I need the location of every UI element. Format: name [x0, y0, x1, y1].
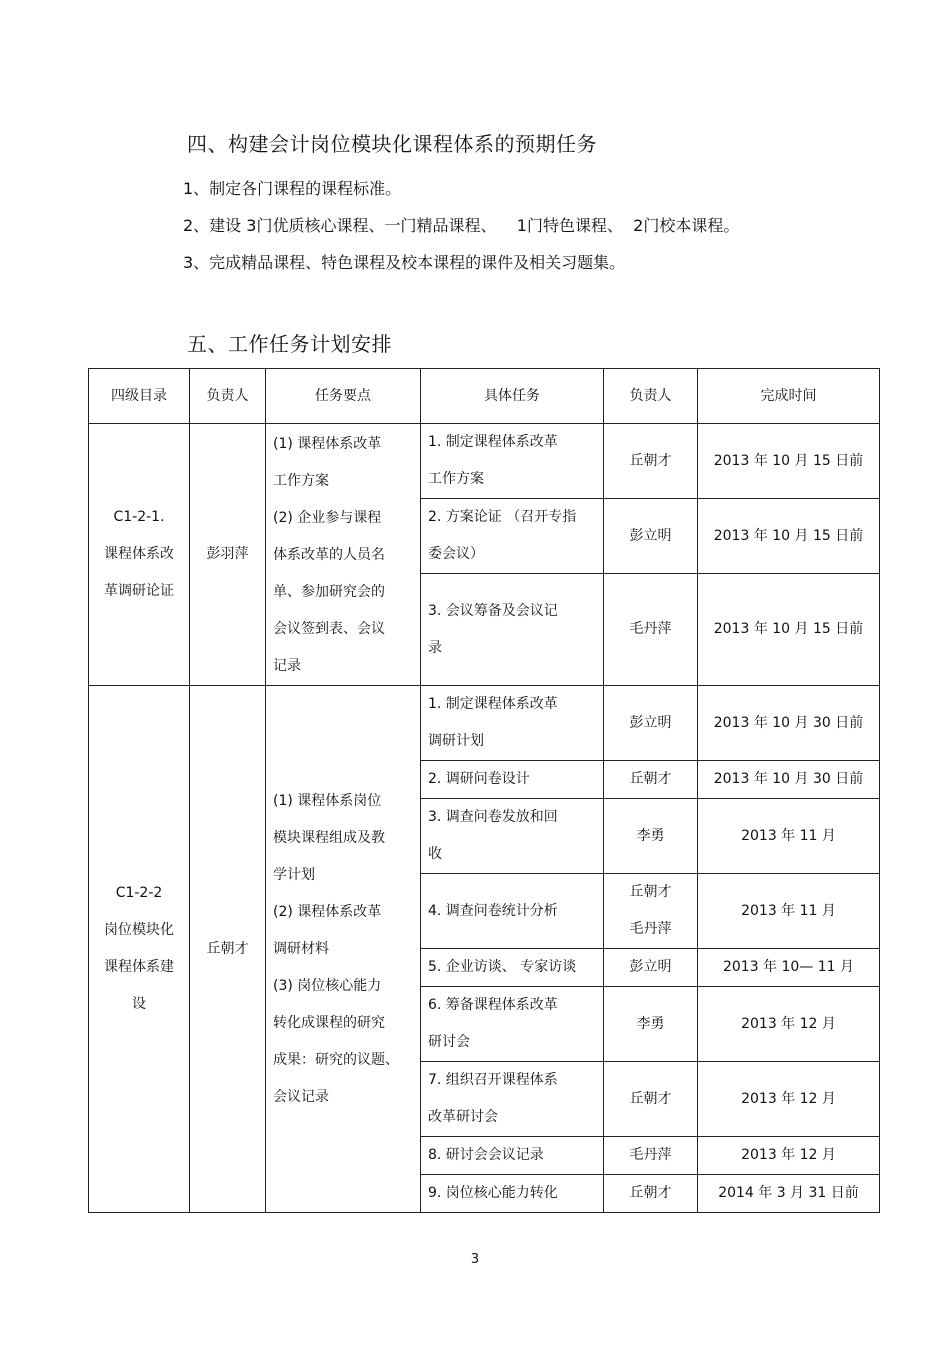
section4-title: 四、构建会计岗位模块化课程体系的预期任务 [187, 132, 597, 156]
task-owner-cell: 丘朝才 毛丹萍 [604, 874, 698, 949]
deadline-cell: 2013 年 10 月 30 日前 [698, 761, 880, 799]
header-deadline: 完成时间 [698, 369, 880, 424]
table-body [89, 424, 880, 1213]
section4-item-3: 3、完成精品课程、特色课程及校本课程的课件及相关习题集。 [183, 253, 626, 272]
header-task-owner: 负责人 [604, 369, 698, 424]
header-specific-task: 具体任务 [421, 369, 604, 424]
task-owner-cell: 丘朝才 [604, 424, 698, 499]
deadline-cell: 2013 年 12 月 [698, 1137, 880, 1175]
task-plan-table [88, 368, 880, 1213]
table-header-row [89, 369, 880, 424]
deadline-cell: 2013 年 10 月 15 日前 [698, 424, 880, 499]
deadline-cell: 2013 年 10 月 15 日前 [698, 574, 880, 686]
task-owner-cell: 李勇 [604, 799, 698, 874]
section5-title: 五、工作任务计划安排 [187, 332, 392, 356]
task-owner-cell: 彭立明 [604, 949, 698, 987]
section4-item-2: 2、建设 3门优质核心课程、一门精品课程、 1门特色课程、 2门校本课程。 [183, 216, 740, 235]
task-cell: 7. 组织召开课程体系 改革研讨会 [421, 1062, 604, 1137]
deadline-cell: 2013 年 10— 11 月 [698, 949, 880, 987]
header-key-points: 任务要点 [266, 369, 421, 424]
deadline-cell: 2013 年 10 月 15 日前 [698, 499, 880, 574]
key-points-cell: (1) 课程体系岗位 模块课程组成及教 学计划 (2) 课程体系改革 调研材料 (3) 岗位核心能力 转化成课程的研究 成果：研究的议题、 会议记录 [266, 686, 421, 1213]
task-cell: 2. 方案论证 （召开专指 委会议） [421, 499, 604, 574]
deadline-cell: 2014 年 3 月 31 日前 [698, 1175, 880, 1213]
task-cell: 3. 调查问卷发放和回 收 [421, 799, 604, 874]
table-row [89, 686, 880, 761]
section4-item-1: 1、制定各门课程的课程标准。 [183, 179, 402, 198]
deadline-cell: 2013 年 12 月 [698, 1062, 880, 1137]
task-cell: 1. 制定课程体系改革 调研计划 [421, 686, 604, 761]
task-cell: 1. 制定课程体系改革 工作方案 [421, 424, 604, 499]
task-cell: 8. 研讨会会议记录 [421, 1137, 604, 1175]
deadline-cell: 2013 年 12 月 [698, 987, 880, 1062]
task-cell: 2. 调研问卷设计 [421, 761, 604, 799]
task-cell: 4. 调查问卷统计分析 [421, 874, 604, 949]
deadline-cell: 2013 年 11 月 [698, 874, 880, 949]
task-owner-cell: 丘朝才 [604, 1175, 698, 1213]
table-row [89, 424, 880, 499]
owner-cell: 彭羽萍 [190, 424, 266, 686]
task-cell: 9. 岗位核心能力转化 [421, 1175, 604, 1213]
task-cell: 6. 筹备课程体系改革 研讨会 [421, 987, 604, 1062]
header-owner: 负责人 [190, 369, 266, 424]
key-points-cell: (1) 课程体系改革 工作方案 (2) 企业参与课程 体系改革的人员名 单、参加研究会的 会议签到表、会议 记录 [266, 424, 421, 686]
deadline-cell: 2013 年 11 月 [698, 799, 880, 874]
task-owner-cell: 毛丹萍 [604, 1137, 698, 1175]
task-owner-cell: 丘朝才 [604, 761, 698, 799]
header-catalog: 四级目录 [89, 369, 190, 424]
task-owner-cell: 李勇 [604, 987, 698, 1062]
task-cell: 3. 会议筹备及会议记 录 [421, 574, 604, 686]
deadline-cell: 2013 年 10 月 30 日前 [698, 686, 880, 761]
task-owner-cell: 彭立明 [604, 499, 698, 574]
catalog-cell: C1-2-1. 课程体系改 革调研论证 [89, 424, 190, 686]
page-number: 3 [470, 1252, 480, 1267]
task-owner-cell: 毛丹萍 [604, 574, 698, 686]
task-owner-cell: 丘朝才 [604, 1062, 698, 1137]
task-cell: 5. 企业访谈、 专家访谈 [421, 949, 604, 987]
task-owner-cell: 彭立明 [604, 686, 698, 761]
catalog-cell: C1-2-2 岗位模块化 课程体系建 设 [89, 686, 190, 1213]
owner-cell: 丘朝才 [190, 686, 266, 1213]
